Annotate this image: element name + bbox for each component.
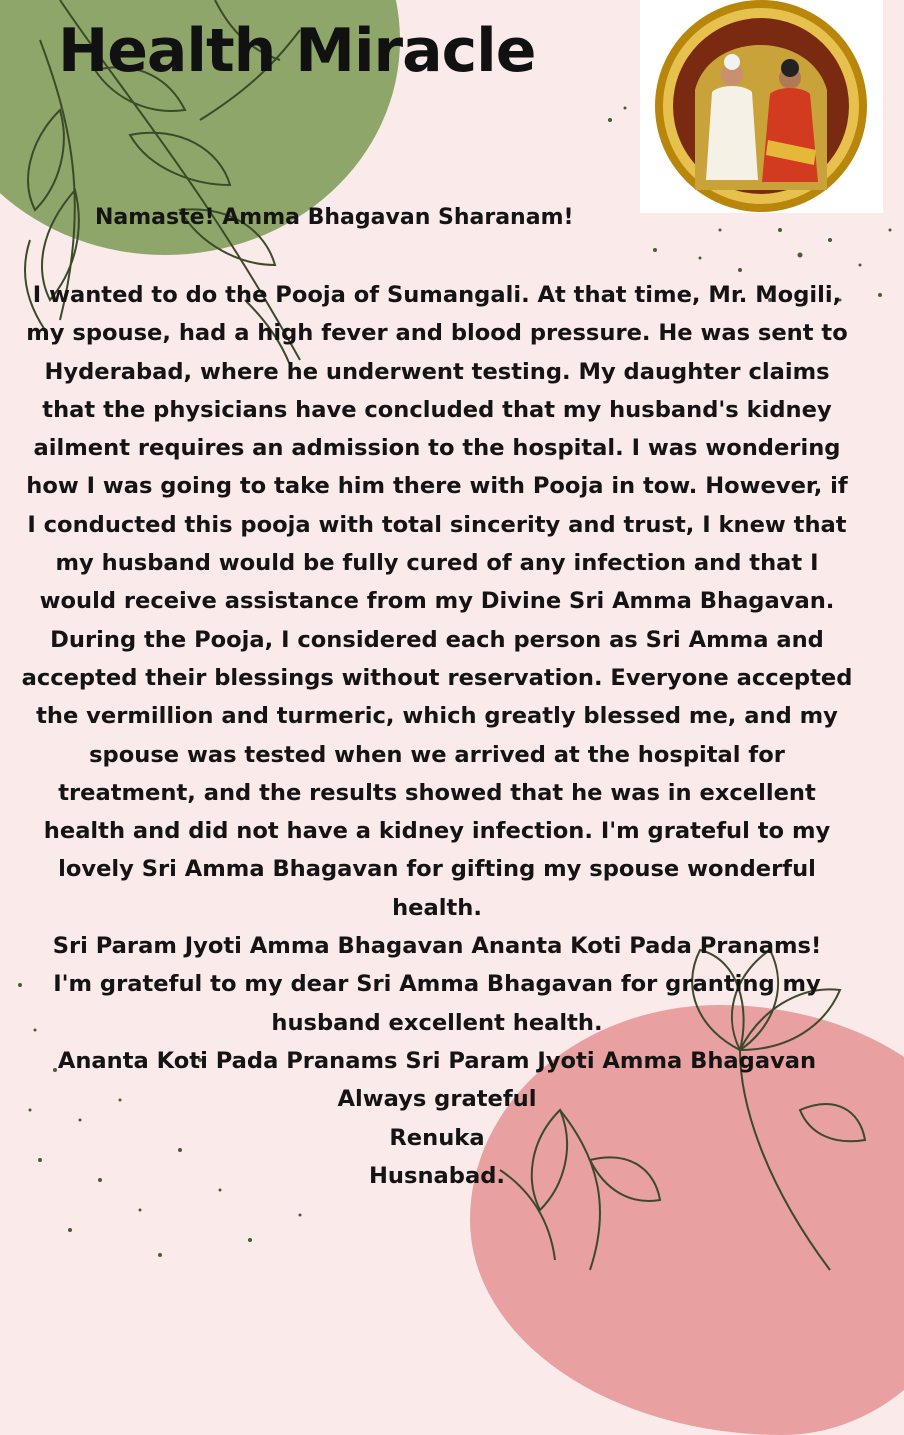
gratitude-line: I'm grateful to my dear Sri Amma Bhagavan for granting my husband excellent health. [53, 971, 821, 1036]
author-name: Renuka [389, 1124, 485, 1151]
testimonial-text [20, 276, 854, 1195]
greeting: Namaste! Amma Bhagavan Sharanam! [95, 205, 574, 230]
page-title: Health Miracle [58, 16, 536, 86]
story-body: I wanted to do the Pooja of Sumangali. At that time, Mr. Mogili, my spouse, had a high fever and blood pressure. He was sent to Hyderabad, where he underwent testing. My daughter claims that the physicians have concluded that my husband's kidney ailment requires an admission to the hospital. I was wondering how I was going to take him there with Pooja in tow. However, if I conducted this pooja with total sincerity and trust, I knew that my husband would be fully cured of any infection and that I would receive assistance from my Divine Sri Amma Bhagavan. During the Pooja, I considered each person as Sri Amma and accepted their blessings without reservation. Everyone accepted the vermillion and turmeric, which greatly blessed me, and my spouse was tested when we arrived at the hospital for treatment, and the results showed that he was in excellent health and did not have a kidney infection. I'm grateful to my lovely Sri Amma Bhagavan for gifting my spouse wonderful health. [21, 282, 853, 921]
closing-pranams: Ananta Koti Pada Pranams Sri Param Jyoti Amma Bhagavan [57, 1047, 817, 1074]
deity-portrait-icon [640, 0, 883, 213]
author-place: Husnabad. [369, 1162, 505, 1189]
salutation: Sri Param Jyoti Amma Bhagavan Ananta Koti Pada Pranams! [52, 933, 822, 960]
sign-off: Always grateful [337, 1086, 537, 1113]
